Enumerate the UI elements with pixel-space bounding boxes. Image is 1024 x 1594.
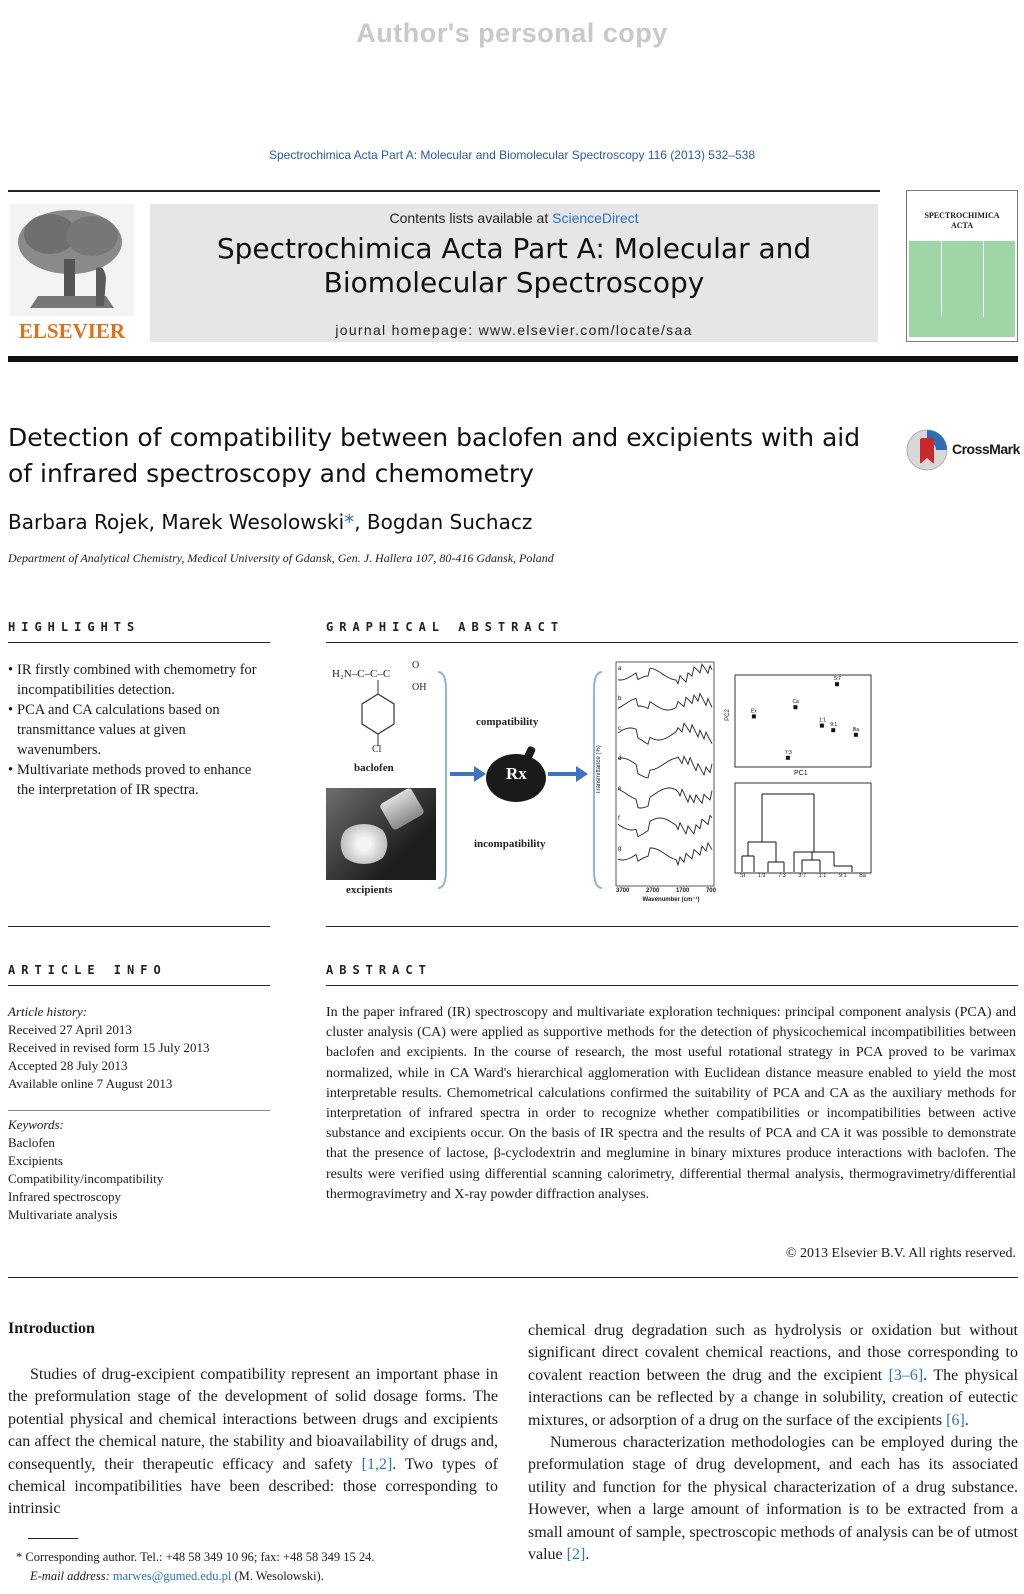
intro-paragraph xyxy=(528,1320,1018,1432)
ir-spectra-chart xyxy=(606,660,716,904)
formula-oh: OH xyxy=(412,682,427,693)
dendrogram-label: 7:3 xyxy=(778,873,786,879)
sciencedirect-link[interactable]: ScienceDirect xyxy=(552,210,639,226)
pca-point-label: 5:7 xyxy=(834,676,841,683)
spectrum-letter: f xyxy=(618,816,620,822)
intro-paragraph xyxy=(8,1364,498,1521)
highlights-list xyxy=(8,660,270,800)
citation-link[interactable]: [6] xyxy=(946,1411,965,1429)
arrow-right-icon xyxy=(548,764,588,784)
cluster-dendrogram xyxy=(734,782,872,882)
affiliation: Department of Analytical Chemistry, Medical University of Gdansk, Gen. J. Hallera 107, 80-416 Gdansk, Poland xyxy=(8,551,554,565)
highlights-heading: HIGHLIGHTS xyxy=(8,620,141,634)
header-bottom-rule xyxy=(8,356,1018,362)
spectra-ylabel: Transmittance (%) xyxy=(596,745,602,795)
spectrum-trace xyxy=(618,694,712,710)
pca-point xyxy=(854,733,858,737)
journal-cover[interactable] xyxy=(906,190,1018,342)
intro-right-column xyxy=(528,1320,1018,1566)
crossmark-icon xyxy=(906,428,948,472)
spectrum-letter: a xyxy=(618,666,622,672)
intro-text: . xyxy=(585,1546,590,1564)
intro-left-column xyxy=(8,1364,498,1521)
watermark: Author's personal copy xyxy=(356,18,668,48)
spectra-xtick: 700 xyxy=(705,888,716,894)
highlight-item: • IR firstly combined with chemometry for incompatibilities detection. xyxy=(8,660,270,700)
spectrum-trace xyxy=(618,816,712,837)
authors-last[interactable]: , Bogdan Suchacz xyxy=(354,510,533,534)
pca-point-label: Ba xyxy=(852,726,860,733)
pca-ylabel: PC2 xyxy=(724,709,731,721)
article-info-heading: ARTICLE INFO xyxy=(8,963,167,977)
crossmark-badge[interactable] xyxy=(906,428,1024,472)
journal-homepage[interactable]: journal homepage: www.elsevier.com/locate/saa xyxy=(335,322,693,338)
formula-chlorine: Cl xyxy=(372,744,382,755)
graphical-abstract[interactable] xyxy=(326,660,1006,918)
incompatibility-label: incompatibility xyxy=(474,838,546,850)
pca-xlabel: PC1 xyxy=(794,770,808,777)
footnote xyxy=(8,1548,498,1586)
baclofen-label: baclofen xyxy=(354,762,394,774)
journal-citation[interactable]: Spectrochimica Acta Part A: Molecular and Biomolecular Spectroscopy 116 (2013) 532–538 xyxy=(268,148,756,162)
history-item: Accepted 28 July 2013 xyxy=(8,1058,128,1073)
pca-point xyxy=(793,705,797,709)
highlights-rule xyxy=(8,642,270,643)
article-info-divider xyxy=(8,1110,270,1111)
contents-prefix: Contents lists available at xyxy=(389,210,553,226)
intro-paragraph xyxy=(528,1432,1018,1566)
keyword-item[interactable]: Compatibility/incompatibility xyxy=(8,1171,164,1186)
abstract-bottom-rule xyxy=(8,1277,1018,1278)
dendrogram-label: 1:1 xyxy=(818,873,827,879)
journal-title xyxy=(150,232,878,300)
spectra-xtick: 2700 xyxy=(645,888,660,894)
pca-point xyxy=(786,756,790,760)
pca-point xyxy=(831,728,835,732)
pca-point xyxy=(820,724,824,728)
history-item: Received in revised form 15 July 2013 xyxy=(8,1040,210,1055)
dendrogram-label: 9:1 xyxy=(838,873,847,879)
history-item: Received 27 April 2013 xyxy=(8,1022,132,1037)
cover-title xyxy=(907,211,1017,231)
keywords-block xyxy=(8,1116,270,1224)
keyword-item[interactable]: Baclofen xyxy=(8,1135,55,1150)
intro-text: . The physical interactions can be reflected by a change in solubility, creation of eutectic mixtures, or adsorption of a drug on the surface of the excipients xyxy=(528,1366,1019,1429)
spectrum-trace xyxy=(618,788,712,808)
crossmark-label: CrossMark xyxy=(952,441,1020,457)
introduction-heading: Introduction xyxy=(8,1320,95,1337)
citation-link[interactable]: [3–6] xyxy=(888,1366,924,1384)
spectrum-letter: g xyxy=(618,846,622,852)
pca-point xyxy=(835,682,839,686)
footnote-rule xyxy=(28,1538,78,1539)
cover-title-line1: SPECTROCHIMICA xyxy=(924,211,1000,220)
dendrogram-label: Ba xyxy=(859,873,866,879)
corresponding-author-note: * Corresponding author. Tel.: +48 58 349 10 96; fax: +48 58 349 15 24. xyxy=(16,1550,375,1564)
abstract-text: In the paper infrared (IR) spectroscopy and multivariate exploration techniques: principal component analysis (PCA) and cluster analysis (CA) were applied as supportive methods for the detection of physicochemical incompatibilities between baclofen and excipients. In the course of research, the most useful rotational strategy in PCA proved to be varimax normalized, while in CA Ward's hierarchical agglomeration with Euclidean distance measure enabled to yield the most interpretable results. Chemometrical calculations confirmed the suitability of PCA and CA as the auxiliary methods for interpretation of infrared spectra in order to recognize whether compatibilities or incompatibilities between active substance and excipients occur. On the basis of IR spectra and the results of PCA and CA it was possible to demonstrate that the presence of lactose, β-cyclodextrin and meglumine in binary mixtures produce interactions with baclofen. The results were verified using differential scanning calorimetry, differential thermal analysis, thermogravimetry/differential thermogravimetry and X-ray powder diffraction analyses. xyxy=(326,1005,1016,1202)
highlight-item: • Multivariate methods proved to enhance the interpretation of IR spectra. xyxy=(8,760,270,800)
spectrum-trace xyxy=(618,756,712,778)
article-title-line1: Detection of compatibility between baclofen and excipients with aid xyxy=(8,423,861,452)
graphical-abstract-bottom-rule xyxy=(326,926,1018,927)
email-line xyxy=(8,1567,498,1586)
copyright-notice: © 2013 Elsevier B.V. All rights reserved. xyxy=(785,1246,1016,1261)
keyword-item[interactable]: Excipients xyxy=(8,1153,63,1168)
pca-point xyxy=(752,714,756,718)
graphical-abstract-heading: GRAPHICAL ABSTRACT xyxy=(326,620,565,634)
citation-link[interactable]: [1,2] xyxy=(361,1455,393,1473)
article-title xyxy=(8,420,888,492)
keyword-item[interactable]: Multivariate analysis xyxy=(8,1207,118,1222)
journal-masthead xyxy=(150,204,878,342)
compatibility-label: compatibility xyxy=(476,716,539,728)
history-item: Available online 7 August 2013 xyxy=(8,1076,173,1091)
spectrum-letter: d xyxy=(618,756,622,762)
pca-point-label: 1:1 xyxy=(818,717,826,724)
left-bracket xyxy=(436,670,450,890)
baclofen-formula: H₂N–C–C–C xyxy=(332,668,391,680)
authors-first[interactable]: Barbara Rojek, Marek Wesolowski xyxy=(8,510,345,534)
journal-title-line2: Biomolecular Spectroscopy xyxy=(323,266,705,299)
intro-text: . Two types of chemical incompatibilities have been described: those corresponding to intrinsic xyxy=(8,1455,498,1518)
email-suffix: (M. Wesolowski). xyxy=(231,1569,324,1583)
dendrogram-label: 3:7 xyxy=(798,873,807,879)
arrow-right-icon xyxy=(450,764,486,784)
email-link[interactable]: marwes@gumed.edu.pl xyxy=(112,1569,232,1583)
highlight-item: • PCA and CA calculations based on transmittance values at given wavenumbers. xyxy=(8,700,270,760)
spectra-xtick: 1700 xyxy=(675,888,690,894)
abstract-rule xyxy=(326,985,1018,986)
journal-title-line1: Spectrochimica Acta Part A: Molecular and xyxy=(216,232,812,265)
article-info-rule xyxy=(8,985,270,986)
spectrum-letter: c xyxy=(618,726,621,732)
email-label: E-mail address: xyxy=(30,1569,113,1583)
dendrogram-label: 1:9 xyxy=(757,873,766,879)
benzene-ring-icon xyxy=(356,680,406,750)
spectrum-trace xyxy=(618,664,712,684)
elsevier-logo[interactable] xyxy=(10,204,134,344)
dendrogram-label: St xyxy=(740,873,746,879)
pca-point-label: Ca xyxy=(792,699,799,706)
rx-symbol: Rx xyxy=(506,764,527,783)
spectrum-letter: e xyxy=(618,786,622,792)
pca-point-label: 9:1 xyxy=(830,722,838,729)
history-label: Article history: xyxy=(8,1004,88,1019)
spectra-xtick: 3700 xyxy=(616,888,630,894)
abstract-heading: ABSTRACT xyxy=(326,963,432,977)
header-top-rule xyxy=(8,190,880,192)
graphical-abstract-rule xyxy=(326,642,1018,643)
corresponding-author-star[interactable]: * xyxy=(344,510,355,534)
excipients-label: excipients xyxy=(346,884,393,896)
intro-text: Numerous characterization methodologies can be employed during the preformulation stage of drug development, and each has its associated utility and function for the physical characterization of a drug substance. However, when a large amount of information is to be extracted from a small amount of sample, spectroscopic methods of analysis can be of utmost value xyxy=(528,1434,1018,1564)
article-title-line2: of infrared spectroscopy and chemometry xyxy=(8,459,534,488)
citation-link[interactable]: [2] xyxy=(566,1546,586,1564)
elsevier-wordmark: ELSEVIER xyxy=(18,319,126,343)
excipients-photo xyxy=(326,788,436,880)
elsevier-tree-icon xyxy=(10,204,134,316)
spectra-xticks xyxy=(616,888,716,894)
intro-text: Studies of drug-excipient compatibility represent an important phase in the preformulation stage of the development of solid dosage forms. The potential physical and chemical interactions between drugs and excipients can affect the chemical nature, the stability and bioavailability of drugs and, consequently, their therapeutic efficacy and safety xyxy=(8,1366,498,1473)
keyword-item[interactable]: Infrared spectroscopy xyxy=(8,1189,121,1204)
spectra-xlabel: Wavenumber (cm⁻¹) xyxy=(642,897,700,903)
intro-text: chemical drug degradation such as hydrolysis or oxidation but without significant direct covalent chemical reactions, and those corresponding to covalent reaction between the drug and the excipient xyxy=(528,1322,1018,1384)
cover-title-line2: ACTA xyxy=(950,221,974,230)
highlights-bottom-rule xyxy=(8,926,270,927)
pca-point-label: Ex xyxy=(750,708,757,715)
spectrum-letter: b xyxy=(618,696,622,702)
author-list xyxy=(8,510,532,534)
formula-oxygen: O xyxy=(412,660,420,671)
dendrogram-labels xyxy=(740,873,866,879)
article-history xyxy=(8,1003,270,1093)
pca-point-label: 7:3 xyxy=(784,749,792,756)
cover-green-panel xyxy=(909,241,1015,337)
contents-line xyxy=(150,210,878,226)
spectrum-trace xyxy=(618,843,712,865)
keywords-label: Keywords: xyxy=(8,1117,64,1132)
spectrum-trace xyxy=(618,723,712,744)
intro-text: . xyxy=(964,1411,969,1429)
pca-score-plot xyxy=(734,674,872,768)
